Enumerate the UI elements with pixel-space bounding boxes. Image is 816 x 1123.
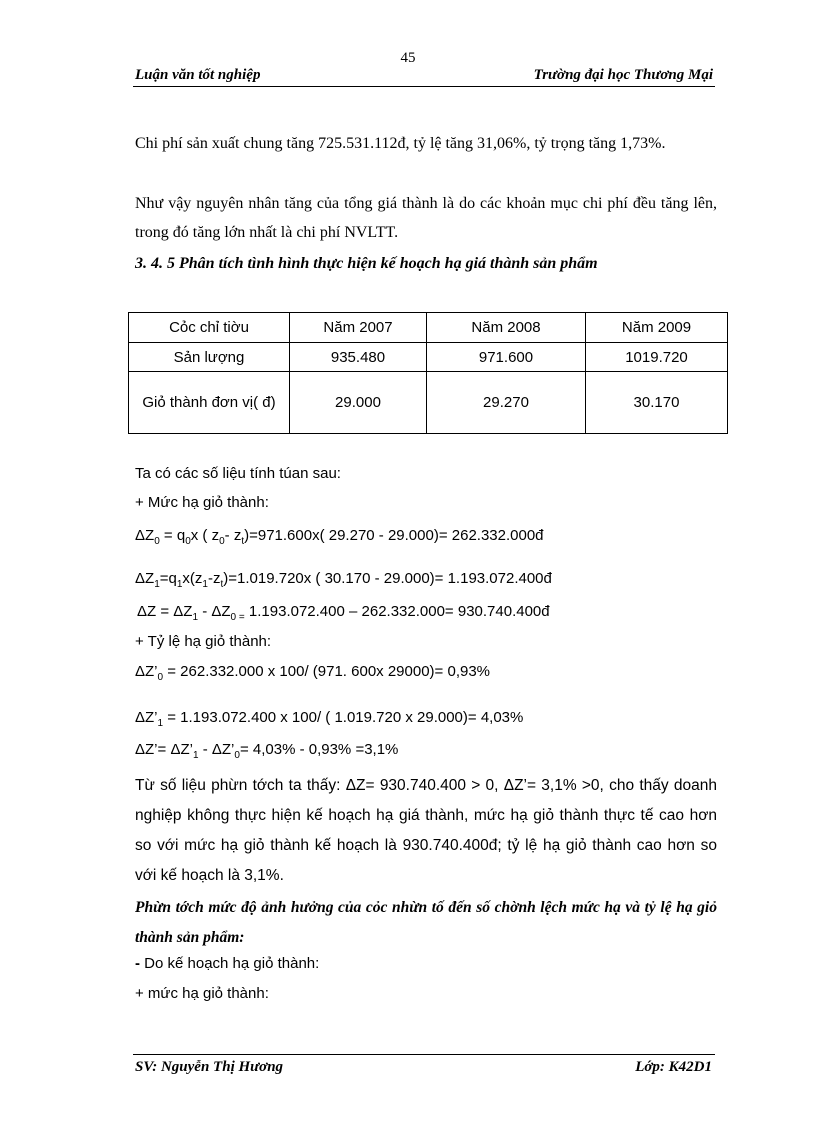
ty-le-label: + Tỷ lệ hạ giỏ thành: bbox=[135, 633, 272, 650]
table-header-cell: Năm 2008 bbox=[427, 313, 586, 343]
formula-delta-z: $\Delta Z = \Delta Z_1 - \Delta Z_{0 =}$ 1.193.072.400 – 262.332.000= 930.740.400đ bbox=[137, 603, 550, 623]
formula-delta-z-prime-1: $\Delta Z’_1 = 1.193.072.400$ x 100/ ( 1.019.720 x 29.000)= 4,03% bbox=[135, 709, 524, 729]
list-item: - Do kế hoạch hạ giỏ thành: bbox=[135, 955, 320, 972]
formula-delta-z0: $\Delta Z_0 = q_0x$ ( $z_0-$ $z_t)=971.600x$( 29.270 - 29.000)= 262.332.000đ bbox=[135, 527, 544, 547]
calc-intro: Ta có các số liệu tính túan sau: bbox=[135, 465, 341, 482]
table-cell: 935.480 bbox=[290, 343, 427, 372]
header-divider bbox=[133, 86, 715, 87]
table-cell: 971.600 bbox=[427, 343, 586, 372]
footer-divider bbox=[133, 1054, 715, 1055]
table-header-row bbox=[129, 313, 728, 343]
muc-ha-label: + Mức hạ giỏ thành: bbox=[135, 494, 269, 511]
header-thesis-label: Luận văn tốt nghiệp bbox=[135, 67, 261, 83]
formula-delta-z-prime: ΔZ’= $\Delta Z’_1$ - $\Delta Z’_0= 4,03\% - 0,93\% =3,1\%$ bbox=[135, 741, 399, 761]
footer-student-name: SV: Nguyễn Thị Hương bbox=[135, 1059, 284, 1075]
table-row bbox=[129, 343, 728, 372]
paragraph-overhead-cost: Chi phí sản xuất chung tăng 725.531.112đ, tỷ lệ tăng 31,06%, tỷ trọng tăng 1,73%. bbox=[135, 135, 666, 152]
table-cell: 1019.720 bbox=[586, 343, 728, 372]
table-header-cell: Năm 2009 bbox=[586, 313, 728, 343]
table-cell: 29.270 bbox=[427, 372, 586, 434]
header-university-name: Trường đại học Thương Mại bbox=[533, 67, 713, 83]
table-row bbox=[129, 372, 728, 434]
table-cell: Sản lượng bbox=[129, 343, 290, 372]
list-item: + mức hạ giỏ thành: bbox=[135, 985, 269, 1002]
table-header-cell: Cỏc chỉ tiờu bbox=[129, 313, 290, 343]
cost-plan-table bbox=[128, 312, 728, 434]
table-cell: 29.000 bbox=[290, 372, 427, 434]
section-heading: 3. 4. 5 Phân tích tình hình thực hiện kế hoạch hạ giá thành sản phẩm bbox=[135, 255, 598, 272]
paragraph-cost-cause: Như vậy nguyên nhân tăng của tổng giá thành là do các khoản mục chi phí đều tăng lên, trong đó tăng lớn nhất là chi phí NVLTT. bbox=[135, 195, 717, 241]
page-number: 45 bbox=[400, 50, 416, 66]
table-cell: 30.170 bbox=[586, 372, 728, 434]
analysis-heading: Phừn tớch mức độ ảnh hưởng của cỏc nhừn tố đến số chờnh lệch mức hạ và tỷ lệ hạ giỏ thành sản phẩm: bbox=[135, 899, 717, 946]
analysis-paragraph: Từ số liệu phừn tớch ta thấy: ΔZ= 930.740.400 > 0, ΔZ’= 3,1% >0, cho thấy doanh nghiệp không thực hiện kế hoạch hạ giá thành, mức hạ giỏ thành thực tế cao hơn so với mức hạ giỏ thành kế hoạch là 930.740.400đ; tỷ lệ hạ giỏ thành cao hơn so với kế hoạch là 3,1%. bbox=[135, 777, 717, 884]
table-header-cell: Năm 2007 bbox=[290, 313, 427, 343]
table-cell: Giỏ thành đơn vị( đ) bbox=[129, 372, 290, 434]
formula-delta-z-prime-0: $\Delta Z’_0 = 262.332.000$ x 100/ (971. 600x 29000)= 0,93% bbox=[135, 663, 491, 683]
formula-delta-z1: $\Delta Z_1=q_1x(z_1-z_t)=1.019.720x$ ( 30.170 - 29.000)= 1.193.072.400đ bbox=[135, 570, 552, 590]
footer-class: Lớp: K42D1 bbox=[635, 1059, 712, 1075]
